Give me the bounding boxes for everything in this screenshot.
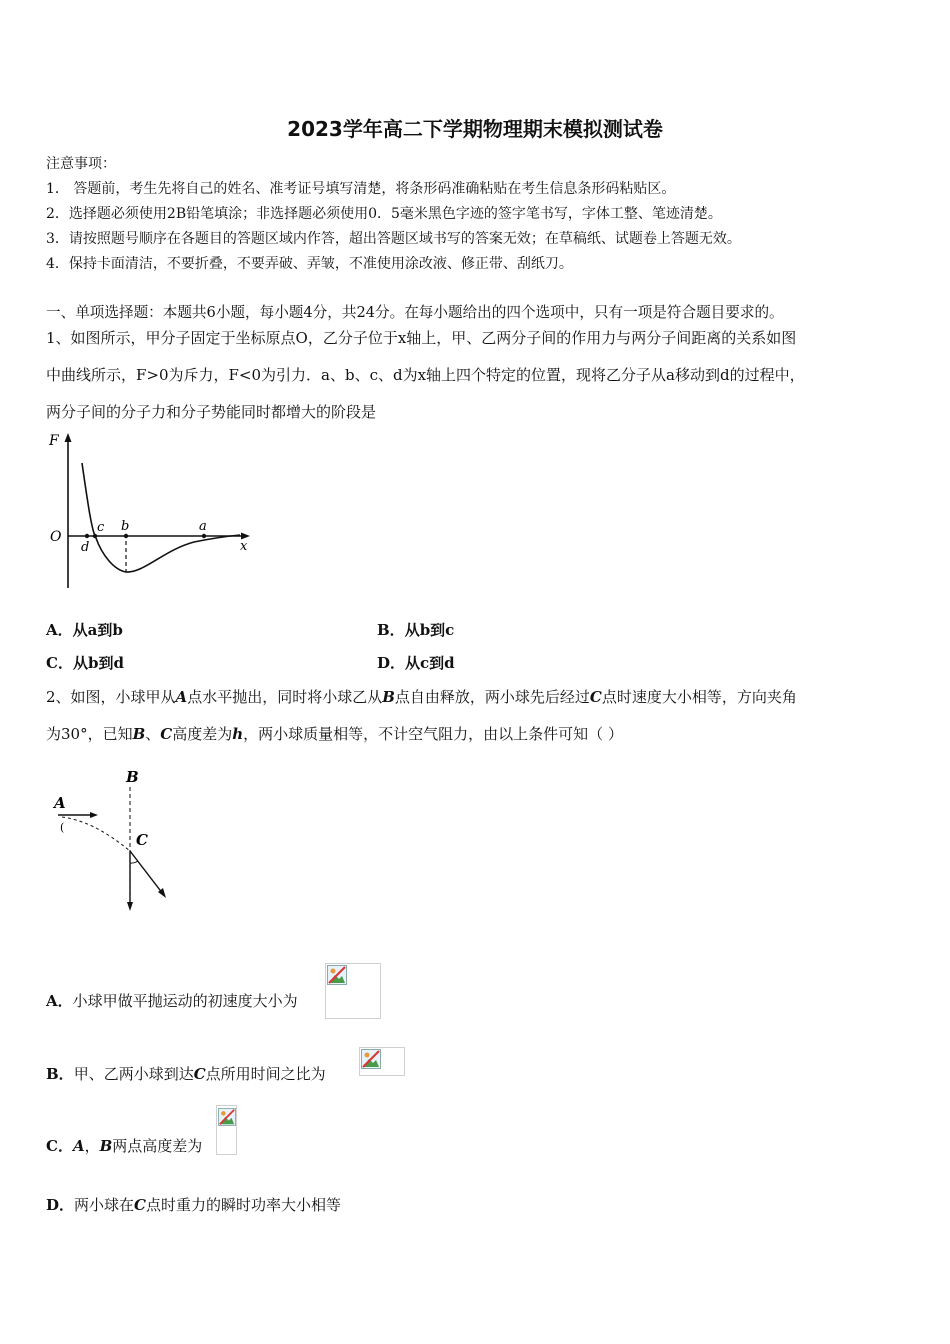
question-2-line (46, 686, 797, 707)
label-A: A (54, 794, 66, 812)
q1-option-d[interactable] (377, 652, 455, 673)
q1-option-c[interactable] (46, 652, 124, 673)
option-label: C． (46, 654, 73, 672)
notice-item: 4．保持卡面清洁，不要折叠，不要弄破、弄皱，不准使用涂改液、修正带、刮纸刀。 (46, 256, 573, 272)
var: C (160, 725, 173, 743)
point-d (85, 534, 89, 538)
q2-option-a[interactable] (46, 990, 298, 1011)
q1-option-b[interactable] (377, 619, 454, 640)
paren-mark: ( (60, 821, 65, 834)
label-b: b (121, 519, 130, 534)
text: 点自由释放，两小球先后经过 (394, 688, 590, 706)
option-text: 从a到b (72, 621, 123, 639)
label-B: B (126, 768, 139, 786)
section-heading: 一、单项选择题：本题共6小题，每小题4分，共24分。在每小题给出的四个选项中，只有一项是符合题目要求的。 (46, 304, 784, 321)
notice-item: 3．请按照题号顺序在各题目的答题区域内作答，超出答题区域书写的答案无效；在草稿纸、试题卷上答题无效。 (46, 231, 741, 247)
var: h (232, 725, 244, 743)
label-O: O (50, 529, 62, 545)
option-text: ， (84, 1137, 100, 1155)
notice-heading: 注意事项： (46, 156, 116, 172)
var: C (193, 1065, 206, 1083)
angle-arc (130, 861, 138, 863)
point-a (202, 534, 206, 538)
var: C (589, 688, 602, 706)
option-label: B． (46, 1065, 74, 1083)
label-a: a (199, 519, 207, 534)
f-axis-arrow (65, 433, 72, 442)
option-text: 从b到d (72, 654, 124, 672)
q2-option-c[interactable] (46, 1135, 202, 1156)
label-x: x (240, 539, 248, 554)
ball-a-velocity-arrow (90, 812, 98, 818)
label-c: c (97, 520, 105, 535)
q1-option-a[interactable] (46, 619, 123, 640)
option-label: A． (46, 621, 73, 639)
text: 点时速度大小相等，方向夹角 (601, 688, 797, 706)
ball-b-velocity-arrow (127, 902, 133, 911)
formula-image-placeholder (325, 963, 381, 1019)
question-1-line: 1、如图所示，甲分子固定于坐标原点O，乙分子位于x轴上，甲、乙两分子间的作用力与两分子间距离的关系如图 (46, 329, 797, 347)
var: B (99, 1137, 113, 1155)
label-d: d (81, 540, 90, 555)
text: 、 (145, 725, 161, 743)
text: 点水平抛出，同时将小球乙从 (187, 688, 383, 706)
option-label: A． (46, 992, 73, 1010)
text: ，两小球质量相等，不计空气阻力，由以上条件可知（ ） (243, 725, 623, 743)
option-text: 甲、乙两小球到达 (73, 1065, 194, 1083)
option-text: 从c到d (405, 654, 455, 672)
label-F: F (49, 433, 59, 449)
var: B (382, 688, 395, 706)
text: 为30°，已知 (46, 725, 133, 743)
var: B (132, 725, 146, 743)
formula-image-placeholder (216, 1105, 237, 1155)
option-label: C． (46, 1137, 73, 1155)
question-1-line: 中曲线所示，F>0为斥力，F<0为引力．a、b、c、d为x轴上四个特定的位置，现将乙分子从a移动到d的过程中， (46, 366, 805, 384)
text: 高度差为 (172, 725, 233, 743)
ball-a-velocity-at-c (130, 851, 163, 894)
projectile-figure (48, 765, 183, 917)
broken-image-icon (218, 1107, 236, 1127)
text: 2、如图，小球甲从 (46, 688, 176, 706)
option-text: 从b到c (404, 621, 455, 639)
question-2-line (46, 723, 623, 744)
notice-item: 1． 答题前，考生先将自己的姓名、准考证号填写清楚，将条形码准确粘贴在考生信息条形码粘贴区。 (46, 181, 676, 197)
broken-image-icon (361, 1049, 381, 1069)
option-text: 点时重力的瞬时功率大小相等 (145, 1196, 341, 1214)
force-distance-figure (44, 430, 264, 595)
option-label: B． (377, 621, 405, 639)
var: A (175, 688, 188, 706)
force-curve (82, 463, 240, 572)
var: A (72, 1137, 85, 1155)
option-label: D． (377, 654, 406, 672)
option-text: 点所用时间之比为 (205, 1065, 326, 1083)
var: C (134, 1196, 146, 1214)
option-text: 小球甲做平抛运动的初速度大小为 (72, 992, 298, 1010)
option-label: D． (46, 1196, 75, 1214)
formula-image-placeholder (359, 1047, 405, 1076)
page-title: 2023学年高二下学期物理期末模拟测试卷 (287, 117, 663, 141)
q2-option-b[interactable] (46, 1063, 326, 1084)
option-text: 两点高度差为 (112, 1137, 203, 1155)
point-b (124, 534, 128, 538)
notice-item: 2．选择题必须使用2B铅笔填涂；非选择题必须使用0．5毫米黑色字迹的签字笔书写，字体工整、笔迹清楚。 (46, 206, 722, 222)
label-C: C (136, 831, 148, 849)
q2-option-d[interactable] (46, 1194, 341, 1215)
option-text: 两小球在 (74, 1196, 135, 1214)
question-1-line: 两分子间的分子力和分子势能同时都增大的阶段是 (46, 403, 377, 421)
trajectory-dashed (62, 817, 130, 851)
broken-image-icon (327, 965, 347, 985)
